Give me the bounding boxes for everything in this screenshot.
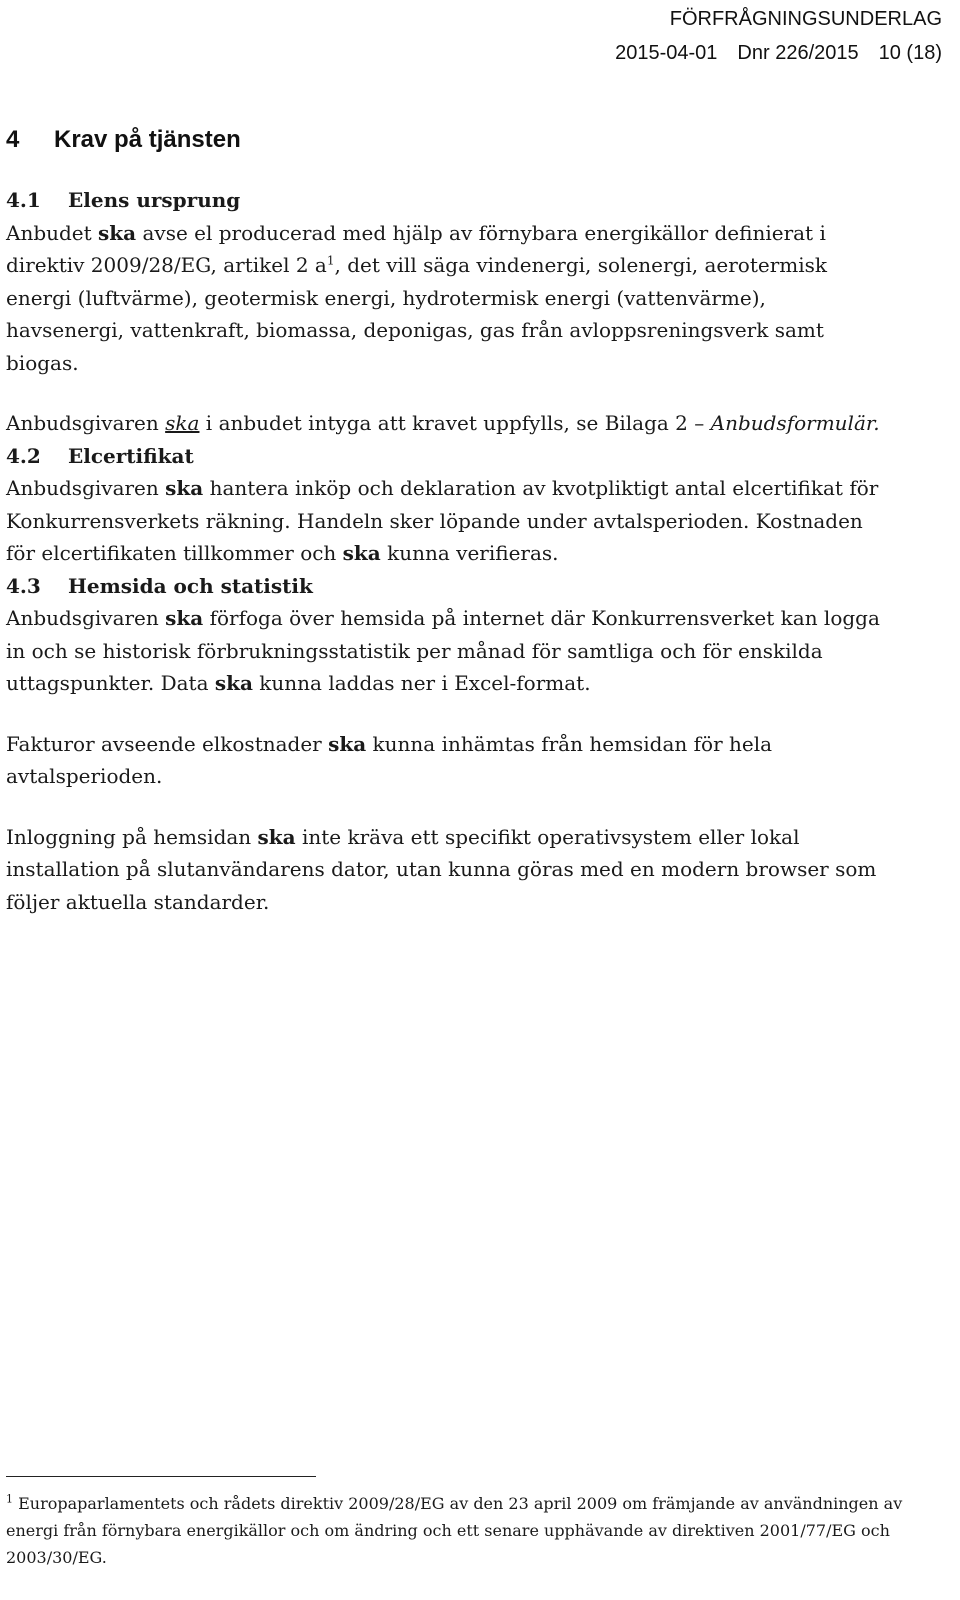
chapter-heading <box>6 124 241 156</box>
chapter-title: Krav på tjänsten <box>54 126 241 153</box>
text-run: Anbudsgivaren <box>6 606 166 630</box>
header-meta-row <box>615 36 942 70</box>
section-number: 4.1 <box>6 188 41 212</box>
section-title: Hemsida och statistik <box>68 573 313 598</box>
footnote-separator <box>6 1476 316 1477</box>
emphasis-ska: ska <box>98 220 137 245</box>
text-run: inte kräva ett specifikt operativsystem eller lokal installation på slutanvändarens dator, utan kunna göras med en modern browser som följer aktuella standarder. <box>6 824 877 914</box>
emphasis-ska: ska <box>165 411 200 435</box>
section-heading-4-1 <box>6 184 886 217</box>
page-number: 10 (18) <box>878 42 942 64</box>
attachment-reference: Anbudsformulär. <box>710 411 880 435</box>
section-heading-4-3 <box>6 570 886 603</box>
emphasis-ska: ska <box>214 671 253 695</box>
text-run: , det vill säga vindenergi, solenergi, aerotermisk energi (luftvärme), geotermisk energi, hydrotermisk energi (vattenvärme), havsenergi, vattenkraft, biomassa, deponigas, gas från avloppsreningsverk samt biogas. <box>6 253 828 375</box>
footnote-reference[interactable]: 1 <box>326 253 335 268</box>
footnote <box>6 1490 906 1571</box>
paragraph-login <box>6 821 886 919</box>
footnote-mark: 1 <box>6 1492 13 1506</box>
section-title: Elens ursprung <box>68 188 241 212</box>
page-header <box>615 2 942 70</box>
paragraph-energy-origin <box>6 217 886 380</box>
paragraph-certify <box>6 407 886 440</box>
text-run: avse el producerad med hjälp av förnybara energikällor definierat i direktiv 2009/28/EG, artikel 2 a <box>6 220 826 277</box>
section-number: 4.2 <box>6 443 41 468</box>
footnote-text: Europaparlamentets och rådets direktiv 2009/28/EG av den 23 april 2009 om främjande av användningen av energi från förnybara energikällor och om ändring och ett senare upphävande av direktiven 2001/77/EG och 2003/30/EG. <box>6 1494 903 1567</box>
text-run: Anbudet <box>6 220 99 245</box>
chapter-number: 4 <box>6 126 20 153</box>
text-run: hantera inköp och deklaration av kvotpliktigt antal elcertifikat för Konkurrensverkets räkning. Handeln sker löpande under avtalsperioden. Kostnaden för elcertifikaten tillkommer och <box>6 476 879 565</box>
emphasis-ska: ska <box>257 824 296 849</box>
document-body <box>6 184 886 918</box>
paragraph-invoices <box>6 728 886 793</box>
section-number: 4.3 <box>6 573 41 598</box>
section-heading-4-2 <box>6 440 886 473</box>
document-type: FÖRFRÅGNINGSUNDERLAG <box>669 8 942 30</box>
text-run: kunna laddas ner i Excel-format. <box>252 671 591 695</box>
emphasis-ska: ska <box>342 541 381 565</box>
text-run: Anbudsgivaren <box>6 476 166 500</box>
section-title: Elcertifikat <box>68 443 194 468</box>
paragraph-certificates <box>6 472 886 570</box>
text-run: Fakturor avseende elkostnader <box>6 731 329 756</box>
text-run: förfoga över hemsida på internet där Konkurrensverket kan logga in och se historisk förbrukningsstatistik per månad för samtliga och för enskilda uttagspunkter. Data <box>6 606 880 695</box>
document-date: 2015-04-01 <box>615 42 718 64</box>
text-run: Anbudsgivaren <box>6 411 166 435</box>
text-run: i anbudet intyga att kravet uppfylls, se Bilaga 2 – <box>199 411 711 435</box>
text-run: kunna verifieras. <box>380 541 559 565</box>
paragraph-website <box>6 602 886 700</box>
document-number: Dnr 226/2015 <box>737 42 859 64</box>
text-run: kunna inhämtas från hemsidan för hela avtalsperioden. <box>6 731 773 788</box>
text-run: Inloggning på hemsidan <box>6 824 258 849</box>
emphasis-ska: ska <box>328 731 367 756</box>
emphasis-ska: ska <box>165 606 204 630</box>
emphasis-ska: ska <box>165 476 204 500</box>
